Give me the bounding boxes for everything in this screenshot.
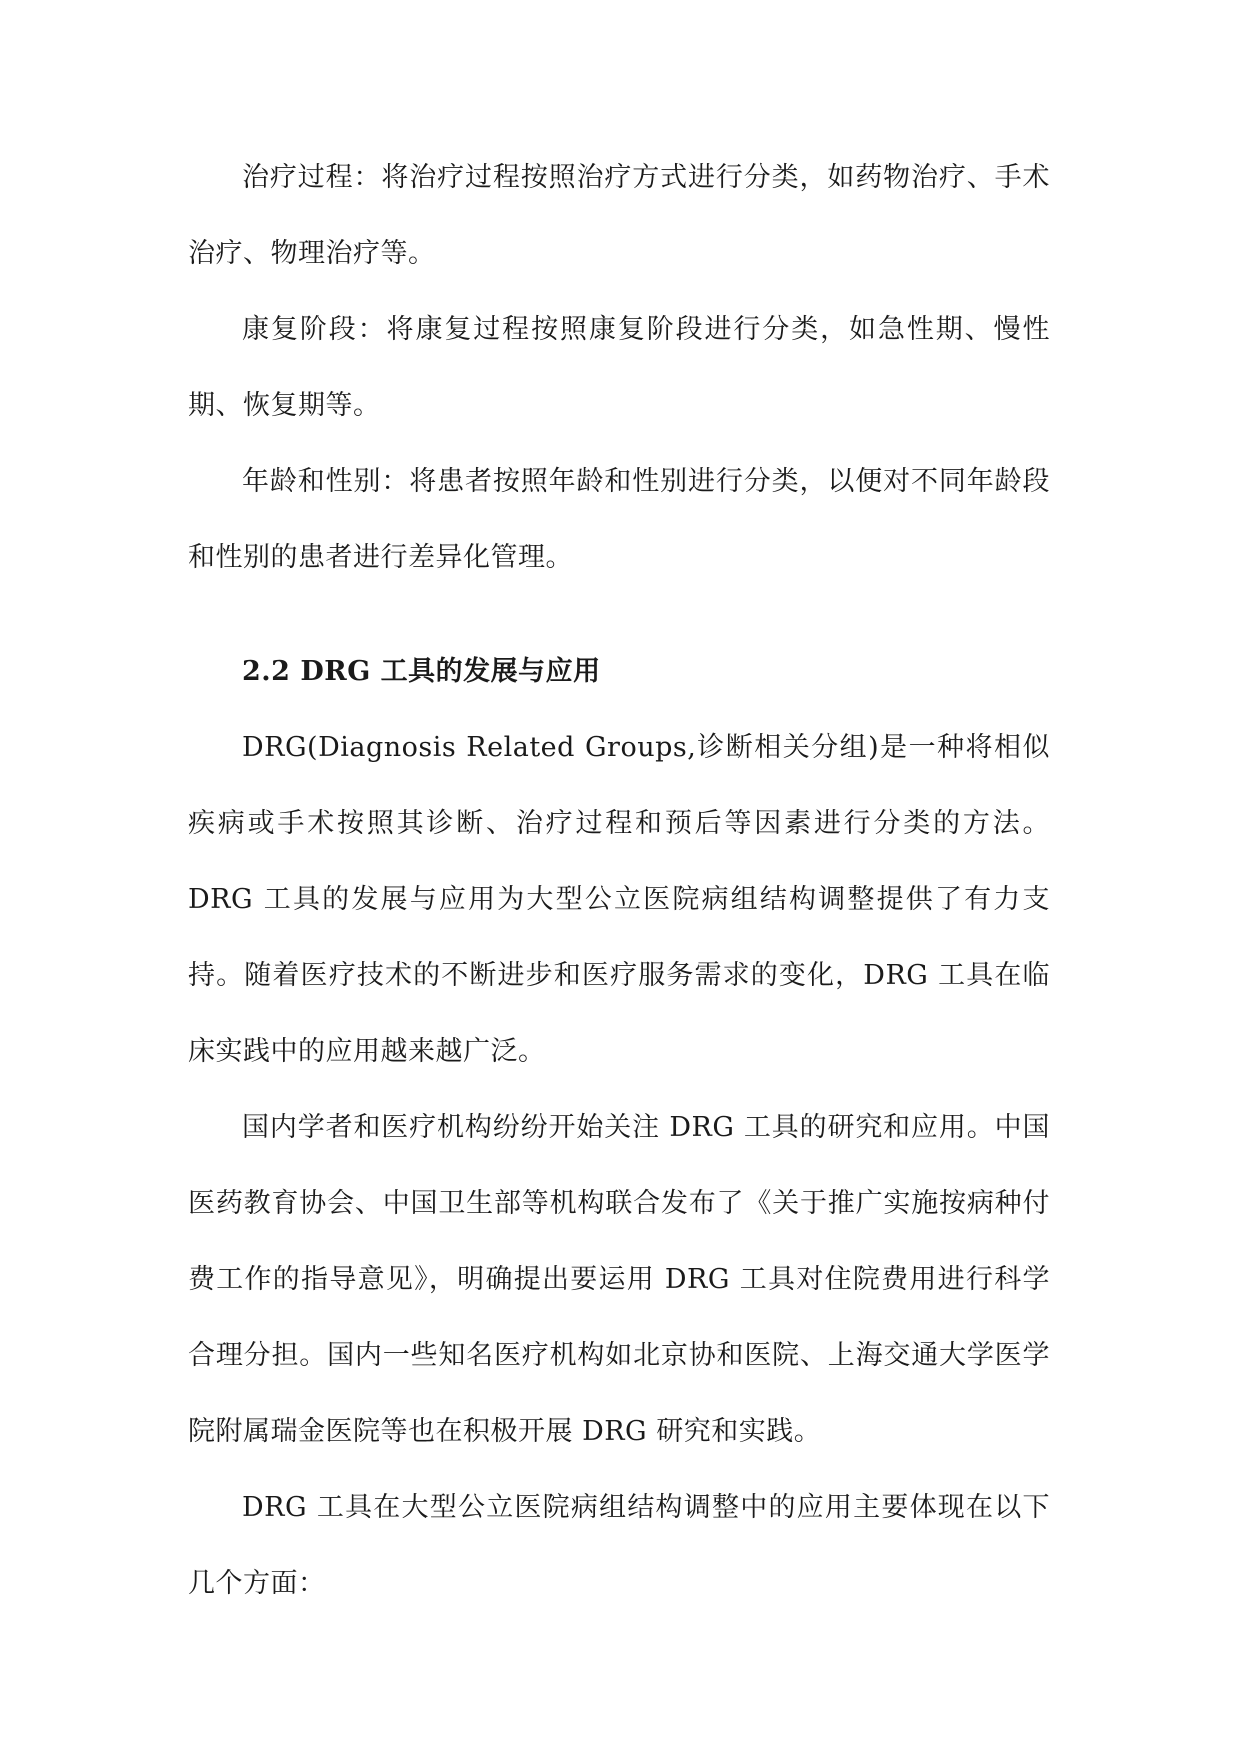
document-body (188, 140, 1050, 1622)
paragraph-age-and-gender: 年龄和性别：将患者按照年龄和性别进行分类，以便对不同年龄段和性别的患者进行差异化管理。 (188, 466, 1050, 573)
section-heading: 2.2 DRG 工具的发展与应用 (242, 656, 601, 687)
paragraph-treatment-process: 治疗过程：将治疗过程按照治疗方式进行分类，如药物治疗、手术治疗、物理治疗等。 (188, 162, 1050, 269)
paragraph-rehabilitation-stage: 康复阶段：将康复过程按照康复阶段进行分类，如急性期、慢性期、恢复期等。 (188, 314, 1050, 421)
paragraph-drg-applications-intro: DRG 工具在大型公立医院病组结构调整中的应用主要体现在以下几个方面： (188, 1492, 1050, 1599)
paragraph-drg-domestic-research: 国内学者和医疗机构纷纷开始关注 DRG 工具的研究和应用。中国医药教育协会、中国卫生部等机构联合发布了《关于推广实施按病种付费工作的指导意见》，明确提出要运用 DRG 工具对住院费用进行科学合理分担。国内一些知名医疗机构如北京协和医院、上海交通大学医学院附属瑞金医院等也在积极开展 DRG 研究和实践。 (188, 1112, 1050, 1447)
paragraph-drg-definition: DRG(Diagnosis Related Groups,诊断相关分组)是一种将相似疾病或手术按照其诊断、治疗过程和预后等因素进行分类的方法。DRG 工具的发展与应用为大型公立医院病组结构调整提供了有力支持。随着医疗技术的不断进步和医疗服务需求的变化，DRG 工具在临床实践中的应用越来越广泛。 (188, 732, 1050, 1067)
